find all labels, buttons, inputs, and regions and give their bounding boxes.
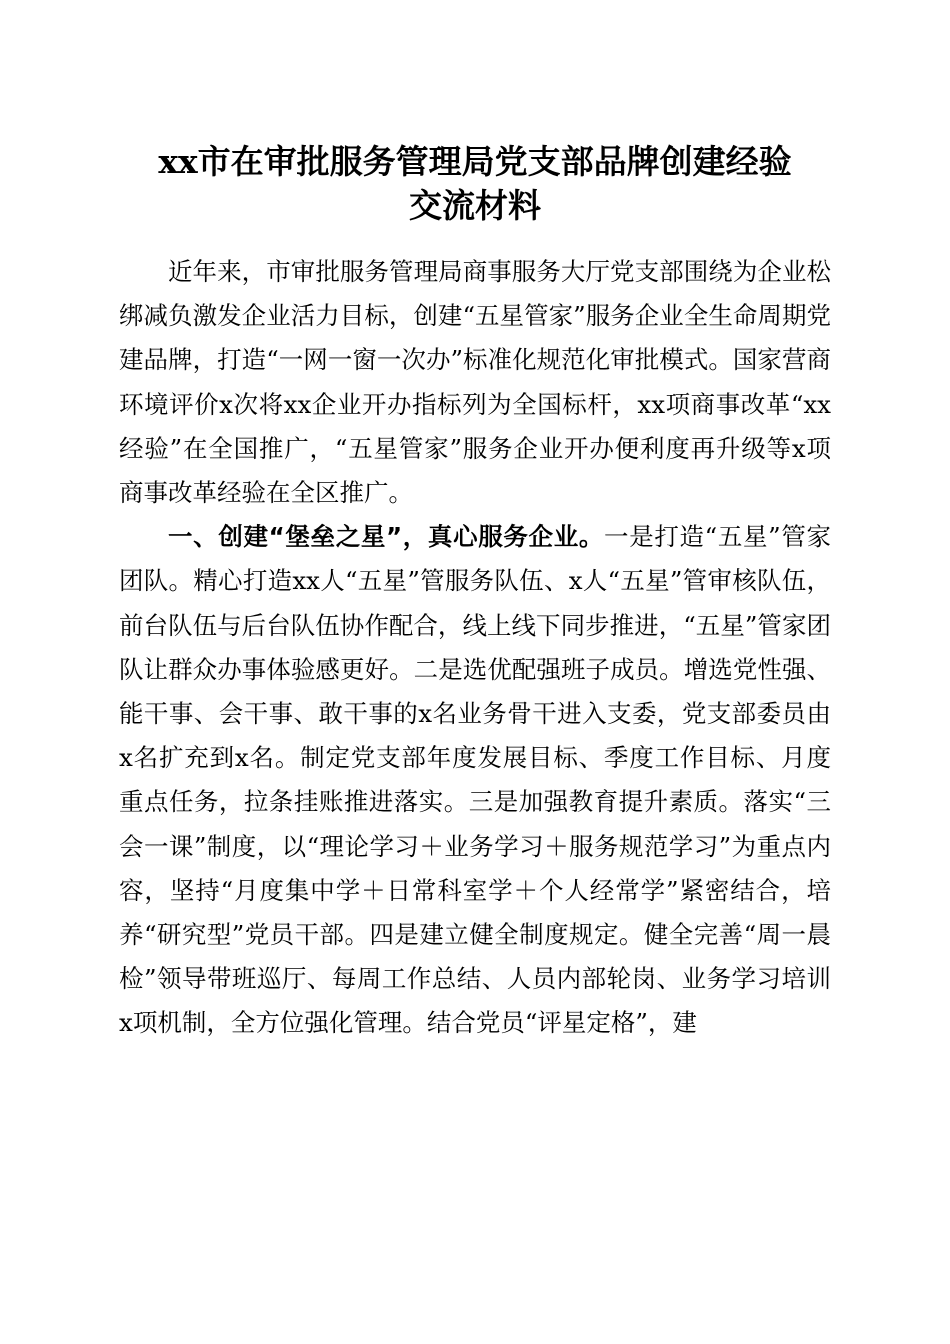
document-title-line-1: xx市在审批服务管理局党支部品牌创建经验 [158, 142, 792, 181]
section-1-body: 一是打造“五星”管家团队。精心打造xx人“五星”管服务队伍、x人“五星”管审核队伍，前台队伍与后台队伍协作配合，线上线下同步推进，“五星”管家团队让群众办事体验感更好。二是选优配强班子成员。增选党性强、能干事、会干事、敢干事的x名业务骨干进入支委，党支部委员由x名扩充到x名。制定党支部年度发展目标、季度工作目标、月度重点任务，拉条挂账推进落实。三是加强教育提升素质。落实“三会一课”制度，以“理论学习＋业务学习＋服务规范学习”为重点内容，坚持“月度集中学＋日常科室学＋个人经常学”紧密结合，培养“研究型”党员干部。四是建立健全制度规定。健全完善“周一晨检”领导带班巡厅、每周工作总结、人员内部轮岗、业务学习培训x项机制，全方位强化管理。结合党员“评星定格”，建 [119, 522, 831, 1038]
document-title-line-2: 交流材料 [409, 186, 541, 225]
intro-paragraph: 近年来，市审批服务管理局商事服务大厅党支部围绕为企业松绑减负激发企业活力目标，创建“五星管家”服务企业全生命周期党建品牌，打造“一网一窗一次办”标准化规范化审批模式。国家营商环境评价x次将xx企业开办指标列为全国标杆，xx项商事改革“xx经验”在全国推广，“五星管家”服务企业开办便利度再升级等x项商事改革经验在全区推广。 [119, 257, 831, 508]
document-body [119, 250, 831, 1046]
section-1-paragraph [119, 515, 831, 1045]
section-1-heading: 一、创建“堡垒之星”，真心服务企业。 [168, 522, 605, 552]
